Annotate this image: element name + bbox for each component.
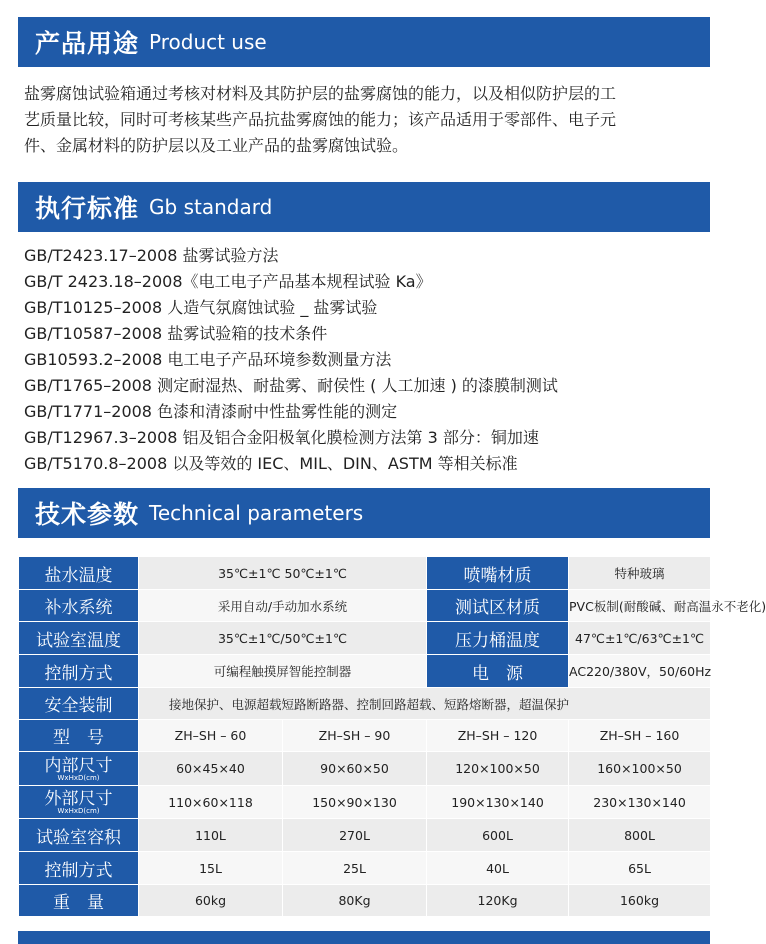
param-value: 120Kg (427, 885, 569, 917)
paragraph-line: 艺质量比较，同时可考核某些产品抗盐雾腐蚀的能力；该产品适用于零部件、电子元 (24, 110, 617, 129)
param-label: 压力桶温度 (427, 622, 569, 655)
standards-list (24, 243, 710, 477)
param-label-unit: WxHxD(cm) (57, 773, 100, 782)
paragraph-line: 盐雾腐蚀试验箱通过考核对材料及其防护层的盐雾腐蚀的能力，以及相似防护层的工 (24, 84, 617, 103)
standard-item: GB/T10587–2008 盐雾试验箱的技术条件 (24, 324, 328, 343)
param-label-main: 外部尺寸 (44, 789, 113, 809)
param-value: 190×130×140 (427, 786, 569, 819)
param-value: AC220/380V，50/60Hz (569, 655, 711, 688)
param-value: 60×45×40 (139, 752, 283, 786)
param-label: 安全装制 (19, 688, 139, 720)
param-label: 补水系统 (19, 590, 139, 622)
param-label: 重 量 (19, 885, 139, 917)
standard-item: GB/T12967.3–2008 铝及铝合金阳极氧化膜检测方法第 3 部分：铜加速 (24, 428, 539, 447)
table-row (19, 852, 711, 885)
param-label: 控制方式 (19, 852, 139, 885)
param-value: ZH–SH – 120 (427, 720, 569, 752)
param-label: 试验室容积 (19, 819, 139, 852)
parameters-table (18, 556, 766, 917)
section-title-en: Product use (149, 30, 267, 54)
section-title-en: Gb standard (149, 195, 273, 219)
param-label-main: 内部尺寸 (44, 755, 113, 776)
param-value: PVC板制(耐酸碱、耐高温永不老化) (569, 590, 711, 622)
param-value: 60kg (139, 885, 283, 917)
param-label (19, 752, 139, 786)
table-row (19, 819, 711, 852)
paragraph-line: 件、金属材料的防护层以及工业产品的盐雾腐蚀试验。 (24, 136, 409, 155)
param-value: 47℃±1℃/63℃±1℃ (569, 622, 711, 655)
param-label: 电 源 (427, 655, 569, 688)
param-value: 110L (139, 819, 283, 852)
param-value: 65L (569, 852, 711, 885)
standard-item: GB/T2423.17–2008 盐雾试验方法 (24, 246, 279, 265)
section-title-zh: 产品用途 (35, 29, 140, 58)
param-value: 150×90×130 (283, 786, 427, 819)
param-value: 90×60×50 (283, 752, 427, 786)
param-value: 15L (139, 852, 283, 885)
table-row (19, 655, 711, 688)
param-value: 230×130×140 (569, 786, 711, 819)
param-label: 盐水温度 (19, 557, 139, 590)
param-value: 35℃±1℃/50℃±1℃ (139, 622, 427, 655)
table-row (19, 590, 711, 622)
param-value: 800L (569, 819, 711, 852)
param-label: 喷嘴材质 (427, 557, 569, 590)
param-value: 特种玻璃 (569, 557, 711, 590)
table-row (19, 885, 711, 917)
param-value: ZH–SH – 90 (283, 720, 427, 752)
param-value: 110×60×118 (139, 786, 283, 819)
section-title-zh: 执行标准 (35, 194, 140, 223)
param-value: 40L (427, 852, 569, 885)
section-title-en: Technical parameters (149, 501, 364, 525)
param-label-unit: WxHxD(cm) (57, 807, 100, 815)
product-use-paragraph (24, 81, 710, 159)
param-label: 测试区材质 (427, 590, 569, 622)
section-header-product-use (18, 17, 710, 67)
param-value: 160kg (569, 885, 711, 917)
param-value: 120×100×50 (427, 752, 569, 786)
table-row (19, 720, 711, 752)
param-label: 控制方式 (19, 655, 139, 688)
standard-item: GB/T1771–2008 色漆和清漆耐中性盐雾性能的测定 (24, 402, 398, 421)
param-value: 80Kg (283, 885, 427, 917)
param-label (19, 786, 139, 819)
param-value: 25L (283, 852, 427, 885)
param-label: 型 号 (19, 720, 139, 752)
table-row (19, 688, 711, 720)
param-label: 试验室温度 (19, 622, 139, 655)
param-value: 采用自动/手动加水系统 (139, 590, 427, 622)
table-row (19, 786, 711, 819)
table-row (19, 622, 711, 655)
param-value: 可编程触摸屏智能控制器 (139, 655, 427, 688)
table-row (19, 557, 711, 590)
next-section-header (18, 931, 710, 944)
standard-item: GB/T 2423.18–2008《电工电子产品基本规程试验 Ka》 (24, 272, 432, 291)
standard-item: GB/T1765–2008 测定耐湿热、耐盐雾、耐侯性 ( 人工加速 ) 的漆膜制测试 (24, 376, 558, 395)
param-value: 600L (427, 819, 569, 852)
param-value: ZH–SH – 60 (139, 720, 283, 752)
section-title-zh: 技术参数 (35, 500, 140, 529)
param-value: 160×100×50 (569, 752, 711, 786)
param-value: 35℃±1℃ 50℃±1℃ (139, 557, 427, 590)
param-value: ZH–SH – 160 (569, 720, 711, 752)
param-value: 接地保护、电源超载短路断路器、控制回路超载、短路熔断器，超温保护 (139, 688, 711, 720)
section-header-technical-parameters (18, 488, 710, 538)
standard-item: GB10593.2–2008 电工电子产品环境参数测量方法 (24, 350, 392, 369)
standard-item: GB/T5170.8–2008 以及等效的 IEC、MIL、DIN、ASTM 等相关标准 (24, 454, 518, 473)
table-row (19, 752, 711, 786)
param-value: 270L (283, 819, 427, 852)
standard-item: GB/T10125–2008 人造气氛腐蚀试验 _ 盐雾试验 (24, 298, 378, 317)
section-header-standard (18, 182, 710, 232)
